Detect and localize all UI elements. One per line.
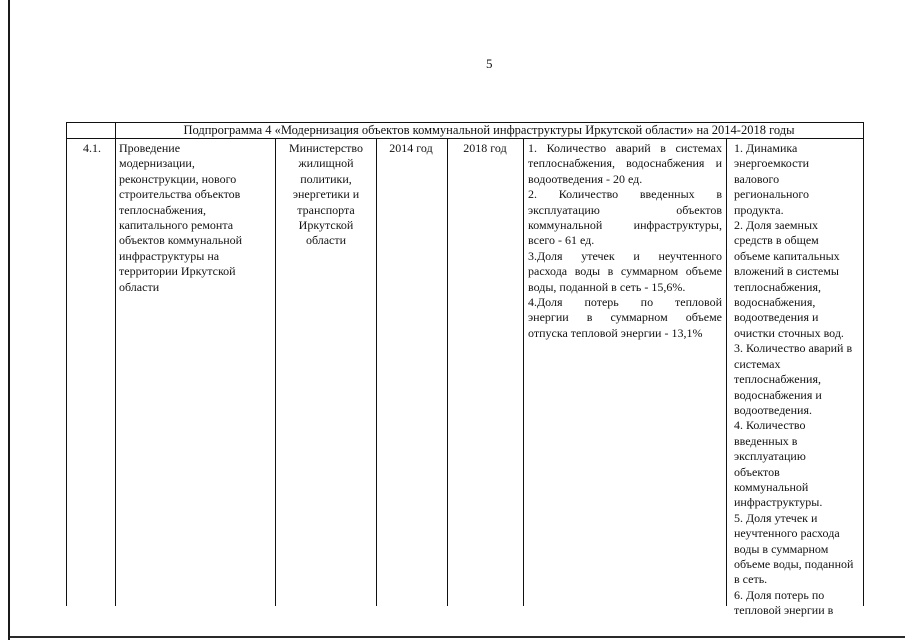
text-line: водоснабжения и xyxy=(734,387,822,402)
text-line: теплоснабжения, xyxy=(734,372,821,387)
text-line: территории Иркутской xyxy=(119,264,236,279)
text-line: политики, xyxy=(300,171,352,186)
text-line: регионального xyxy=(734,187,810,202)
text-line: реконструкции, нового xyxy=(119,171,237,186)
subprogram-title: Подпрограмма 4 «Модернизация объектов коммунальной инфраструктуры Иркутской области» на 2014-2018 годы xyxy=(183,123,795,137)
text-line: области xyxy=(305,233,347,248)
text-line: 5. Доля утечек и xyxy=(734,510,818,525)
text-line: 2. Доля заемных xyxy=(734,218,819,233)
text-line: средств в общем xyxy=(734,233,819,248)
column-divider-1 xyxy=(115,139,116,606)
text-line: 1. Динамика xyxy=(734,141,798,155)
indicators-cell xyxy=(734,141,864,619)
scan-edge-left xyxy=(8,0,10,640)
activity-cell xyxy=(119,141,275,295)
text-line: теплоснабжения, водоснабжения и xyxy=(528,156,722,171)
page-number: 5 xyxy=(486,56,493,71)
expected-results-cell xyxy=(528,141,722,341)
text-line: инфраструктуры на xyxy=(119,248,220,263)
text-line: теплоснабжения, xyxy=(734,279,821,294)
text-line: Иркутской xyxy=(298,218,354,233)
column-divider-5 xyxy=(523,139,524,606)
column-divider-4 xyxy=(447,139,448,606)
text-line: продукта. xyxy=(734,202,784,217)
text-line: 1. Количество аварий в системах xyxy=(528,141,722,155)
text-line: воды в суммарном xyxy=(734,541,829,556)
text-line: капитального ремонта xyxy=(119,218,234,233)
text-line: объеме воды, поданной xyxy=(734,556,854,571)
scan-edge-bottom xyxy=(10,636,905,638)
text-line: водоотведения и xyxy=(734,310,819,325)
text-line: всего - 61 ед. xyxy=(528,233,595,248)
text-line: валового xyxy=(734,171,780,186)
text-line: энергоемкости xyxy=(734,156,810,171)
column-divider-6 xyxy=(726,139,727,606)
program-table xyxy=(66,122,864,618)
text-line: объеме капитальных xyxy=(734,248,840,263)
text-line: инфраструктуры. xyxy=(734,495,823,510)
text-line: очистки сточных вод. xyxy=(734,325,844,340)
text-line: коммунальной xyxy=(734,479,809,494)
text-line: введенных в xyxy=(734,433,798,448)
start-year-cell: 2014 год xyxy=(389,141,433,155)
text-line: водоотведения - 20 ед. xyxy=(528,171,643,186)
text-line: 6. Доля потерь по xyxy=(734,587,825,602)
text-line: объектов коммунальной xyxy=(119,233,243,248)
text-line: эксплуатацию объектов xyxy=(528,202,722,217)
column-divider-2 xyxy=(275,139,276,606)
text-line: энергии в суммарном объеме xyxy=(528,310,722,325)
text-line: водоснабжения, xyxy=(734,295,816,310)
text-line: неучтенного расхода xyxy=(734,526,840,541)
text-line: Министерство xyxy=(289,141,363,155)
text-line: коммунальной инфраструктуры, xyxy=(528,218,722,233)
text-line: строительства объектов xyxy=(119,187,241,202)
text-line: водоотведения. xyxy=(734,402,812,417)
text-line: 2. Количество введенных в xyxy=(528,187,722,202)
text-line: 3. Количество аварий в xyxy=(734,341,853,356)
text-line: 4.Доля потерь по тепловой xyxy=(528,295,722,310)
text-line: объектов xyxy=(734,464,780,479)
text-line: транспорта xyxy=(297,202,355,217)
text-line: системах xyxy=(734,356,781,371)
text-line: расхода воды в суммарном объеме xyxy=(528,264,722,279)
column-divider-3 xyxy=(376,139,377,606)
text-line: тепловой энергии в xyxy=(734,603,834,618)
text-line: 3.Доля утечек и неучтенного xyxy=(528,248,722,263)
text-line: теплоснабжения, xyxy=(119,202,206,217)
text-line: Проведение xyxy=(119,141,181,155)
text-line: вложений в системы xyxy=(734,264,839,279)
executor-cell xyxy=(279,141,373,249)
text-line: эксплуатацию xyxy=(734,449,806,464)
text-line: жилищной xyxy=(298,156,354,171)
text-line: 4. Количество xyxy=(734,418,806,433)
text-line: энергетики и xyxy=(292,187,360,202)
row-number-cell: 4.1. xyxy=(83,141,101,155)
text-line: в сеть. xyxy=(734,572,768,587)
subprogram-title-row xyxy=(67,123,863,139)
text-line: области xyxy=(119,279,160,294)
text-line: отпуска тепловой энергии - 13,1% xyxy=(528,325,703,340)
text-line: модернизации, xyxy=(119,156,195,171)
end-year-cell: 2018 год xyxy=(463,141,507,155)
text-line: воды, поданной в сеть - 15,6%. xyxy=(528,279,686,294)
